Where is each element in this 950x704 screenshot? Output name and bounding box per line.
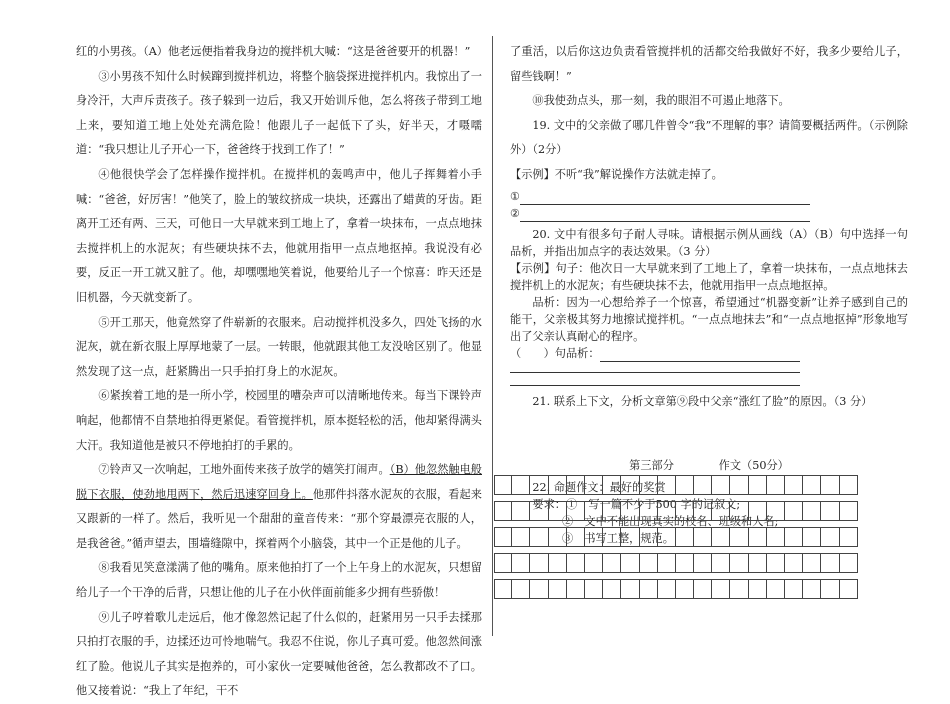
grid-cell[interactable] (766, 501, 785, 521)
grid-cell[interactable] (711, 553, 730, 573)
grid-cell[interactable] (748, 579, 767, 599)
paragraph-5: ⑤开工那天，他竟然穿了件崭新的衣服来。启动搅拌机没多久，四处飞扬的水泥灰，就在新衣服上厚厚地蒙了一层。一转眼，他就跟其他工友没啥区别了。他显然发现了这一点，赶紧腾出一只手拍打身上的水泥灰。 (76, 315, 482, 378)
grid-cell[interactable] (566, 527, 585, 547)
question-19: 19. 文中的父亲做了哪几件曾令“我”不理解的事？请简要概括两件。（示例除外）（2分） (510, 118, 908, 157)
paragraph-7: ⑦铃声又一次响起，工地外面传来孩子放学的嬉笑打闹声。（B）他忽然触电般脱下衣服，使劲地甩两下，然后迅速穿回身上。他那件抖落水泥灰的衣服，看起来又跟新的一样了。然后，我听见一个甜甜的童音传来：“那个穿最漂亮衣服的人，是我爸爸。”循声望去，围墙缝隙中，探着两个小脑袋，其中一个正是他的儿子。 (76, 463, 482, 550)
grid-cell[interactable] (675, 501, 694, 521)
grid-cell[interactable] (784, 527, 803, 547)
grid-cell[interactable] (566, 501, 585, 521)
grid-cell[interactable] (639, 501, 658, 521)
grid-row (494, 527, 858, 547)
grid-cell[interactable] (529, 527, 548, 547)
requirement-2: ② 文中不能出现真实的校名、班级和人名; (562, 514, 779, 528)
grid-cell[interactable] (839, 501, 858, 521)
grid-cell[interactable] (639, 579, 658, 599)
grid-cell[interactable] (494, 475, 512, 495)
grid-cell[interactable] (511, 501, 530, 521)
grid-cell[interactable] (839, 527, 858, 547)
grid-cell[interactable] (784, 475, 803, 495)
grid-cell[interactable] (729, 501, 748, 521)
grid-cell[interactable] (602, 553, 621, 573)
grid-cell[interactable] (693, 501, 712, 521)
grid-cell[interactable] (657, 501, 676, 521)
grid-cell[interactable] (620, 475, 639, 495)
grid-cell[interactable] (784, 553, 803, 573)
grid-cell[interactable] (820, 475, 839, 495)
grid-cell[interactable] (675, 475, 694, 495)
grid-cell[interactable] (802, 501, 821, 521)
grid-cell[interactable] (529, 579, 548, 599)
grid-cell[interactable] (729, 579, 748, 599)
grid-cell[interactable] (839, 579, 858, 599)
question-20-example: 【示例】句子：他次日一大早就来到了工地上了，拿着一块抹布，一点点地抹去搅拌机上的水泥灰；有些硬块抹不去，他就用指甲一点点地抠掉。 (510, 261, 908, 292)
grid-cell[interactable] (602, 527, 621, 547)
grid-cell[interactable] (494, 579, 512, 599)
part-3-heading: 第三部分 作文（50分） (629, 459, 789, 473)
grid-cell[interactable] (602, 579, 621, 599)
question-21: 21. 联系上下文，分析文章第⑨段中父亲“涨红了脸”的原因。（3 分） (532, 394, 873, 408)
question-22: 22. 命题作文：最好的奖赏 (532, 480, 666, 494)
grid-cell[interactable] (693, 579, 712, 599)
grid-cell[interactable] (602, 501, 621, 521)
grid-cell[interactable] (748, 501, 767, 521)
grid-cell[interactable] (820, 501, 839, 521)
grid-cell[interactable] (711, 501, 730, 521)
grid-row (494, 579, 858, 599)
grid-cell[interactable] (639, 553, 658, 573)
grid-cell[interactable] (657, 553, 676, 573)
left-column (76, 40, 482, 704)
grid-cell[interactable] (584, 527, 603, 547)
grid-cell[interactable] (802, 579, 821, 599)
grid-cell[interactable] (748, 475, 767, 495)
grid-cell[interactable] (766, 475, 785, 495)
paragraph-4: ④他很快学会了怎样操作搅拌机。在搅拌机的轰鸣声中，他儿子挥舞着小手喊：“爸爸，好厉害！”他笑了，脸上的皱纹挤成一块块，还露出了蜡黄的牙齿。距离开工还有两、三天，可他日一大早就来到工地上了，拿着一块抹布，一点点地抹去搅拌机上的水泥灰；有些硬块抹不去，他就用指甲一点点地抠掉。我说没有必要，反正一开工就又脏了。他，却嘿嘿地笑着说，他要给儿子一个惊喜：昨天还是旧机器，今天就变新了。 (76, 167, 482, 304)
column-divider (492, 36, 493, 636)
grid-cell[interactable] (766, 579, 785, 599)
grid-cell[interactable] (584, 553, 603, 573)
grid-cell[interactable] (839, 475, 858, 495)
grid-row (494, 475, 858, 495)
grid-cell[interactable] (784, 501, 803, 521)
grid-row (494, 501, 858, 521)
grid-cell[interactable] (620, 579, 639, 599)
grid-cell[interactable] (548, 527, 567, 547)
grid-cell[interactable] (729, 527, 748, 547)
grid-cell[interactable] (566, 475, 585, 495)
grid-cell[interactable] (548, 553, 567, 573)
grid-cell[interactable] (748, 553, 767, 573)
grid-cell[interactable] (620, 501, 639, 521)
grid-cell[interactable] (675, 527, 694, 547)
grid-cell[interactable] (529, 475, 548, 495)
paragraph-3: ③小男孩不知什么时候蹿到搅拌机边，将整个脑袋探进搅拌机内。我惊出了一身冷汗，大声斥责孩子。孩子躲到一边后，我又开始训斥他，怎么将孩子带到工地上来，要知道工地上处处充满危险！他跟儿子一起低下了头，好半天，才嗫嚅道：“我只想让儿子开心一下，爸爸终于找到工作了！” (76, 69, 482, 157)
paragraph-6: ⑥紧挨着工地的是一所小学，校园里的嘈杂声可以清晰地传来。每当下课铃声响起，他都情不自禁地拍得更紧促。看管搅拌机，原本挺轻松的活，他却紧得满头大汗。我知道他是被只不停地拍打的手累的。 (76, 389, 482, 452)
grid-cell[interactable] (802, 475, 821, 495)
paragraph-8: ⑧我看见笑意漾满了他的嘴角。原来他拍打了一个上午身上的水泥灰，只想留给儿子一个干净的后背，只想让他的儿子在小伙伴面前能多少拥有些骄傲！ (76, 561, 482, 600)
grid-cell[interactable] (711, 579, 730, 599)
grid-cell[interactable] (511, 579, 530, 599)
question-19-example: 【示例】不听“我”解说操作方法就走掉了。 (510, 167, 723, 181)
right-column (510, 40, 908, 547)
answer-line-1[interactable]: ① (510, 188, 908, 205)
grid-cell[interactable] (566, 553, 585, 573)
paragraph-10: ⑩我使劲点头，那一刻，我的眼泪不可遏止地落下。 (532, 94, 790, 108)
grid-cell[interactable] (548, 501, 567, 521)
essay-writing-grid[interactable] (494, 475, 858, 605)
grid-cell[interactable] (711, 475, 730, 495)
grid-cell[interactable] (511, 527, 530, 547)
grid-cell[interactable] (729, 553, 748, 573)
grid-cell[interactable] (820, 553, 839, 573)
grid-cell[interactable] (802, 527, 821, 547)
paragraph-9: ⑨儿子哼着歌儿走远后，他才像忽然记起了什么似的，赶紧用另一只手去揉那只拍打衣服的手，边揉还边可怜地喘气。我忍不住说，你儿子真可爱。他忽然间涨红了脸。他说儿子其实是抱养的，可小家伙一定要喊他爸爸，怎么教都改不了口。他又接着说：“我上了年纪，干不 (76, 610, 482, 698)
grid-cell[interactable] (494, 501, 512, 521)
grid-cell[interactable] (766, 527, 785, 547)
grid-cell[interactable] (602, 475, 621, 495)
answer-line-3[interactable] (510, 362, 800, 373)
grid-cell[interactable] (511, 553, 530, 573)
grid-cell[interactable] (675, 579, 694, 599)
grid-cell[interactable] (802, 553, 821, 573)
grid-cell[interactable] (584, 475, 603, 495)
grid-cell[interactable] (657, 475, 676, 495)
grid-cell[interactable] (584, 579, 603, 599)
grid-cell[interactable] (584, 501, 603, 521)
grid-cell[interactable] (839, 553, 858, 573)
grid-cell[interactable] (620, 527, 639, 547)
grid-cell[interactable] (566, 579, 585, 599)
grid-cell[interactable] (711, 527, 730, 547)
grid-cell[interactable] (548, 579, 567, 599)
requirements: 要求：① 写一篇不少于500 字的记叙文; (532, 497, 741, 511)
grid-cell[interactable] (511, 475, 530, 495)
grid-cell[interactable] (639, 527, 658, 547)
grid-cell[interactable] (657, 527, 676, 547)
grid-cell[interactable] (693, 553, 712, 573)
answer-label-20[interactable]: （ ）句品析： (510, 345, 908, 362)
grid-cell[interactable] (529, 501, 548, 521)
grid-cell[interactable] (784, 579, 803, 599)
grid-cell[interactable] (820, 579, 839, 599)
grid-cell[interactable] (748, 527, 767, 547)
grid-row (494, 553, 858, 573)
grid-cell[interactable] (693, 475, 712, 495)
grid-cell[interactable] (639, 475, 658, 495)
grid-cell[interactable] (529, 553, 548, 573)
answer-line-2[interactable]: ② (510, 205, 908, 222)
grid-cell[interactable] (729, 475, 748, 495)
grid-cell[interactable] (620, 553, 639, 573)
grid-cell[interactable] (693, 527, 712, 547)
underlined-sentence-b: （B）他忽然触电般脱下衣服，使劲地甩两下，然后迅速穿回身上。 (76, 463, 482, 501)
grid-cell[interactable] (766, 553, 785, 573)
answer-line-4[interactable] (510, 375, 800, 386)
grid-cell[interactable] (494, 527, 512, 547)
question-20: 20. 文中有很多句子耐人寻味。请根据示例从画线（A）（B）句中选择一句品析，并指出加点字的表达效果。（3 分） (510, 227, 908, 258)
grid-cell[interactable] (494, 553, 512, 573)
paragraph-9-end: 了重活，以后你这边负责看管搅拌机的活都交给我做好不好，我多少要给儿子，留些钱啊！” (510, 45, 908, 83)
grid-cell[interactable] (675, 553, 694, 573)
grid-cell[interactable] (548, 475, 567, 495)
requirement-3: ③ 书写工整，规范。 (562, 531, 674, 545)
paragraph-2-end: 红的小男孩。（A）他老远便指着我身边的搅拌机大喊：“这是爸爸要开的机器！” (76, 45, 471, 58)
grid-cell[interactable] (820, 527, 839, 547)
grid-cell[interactable] (657, 579, 676, 599)
question-20-analysis: 品析：因为一心想给养子一个惊喜，希望通过“机器变新”让养子感到自己的能干，父亲极其努力地擦试搅拌机。“一点点地抹去”和“一点点地抠掉”形象地写出了父亲认真耐心的程序。 (510, 295, 908, 343)
